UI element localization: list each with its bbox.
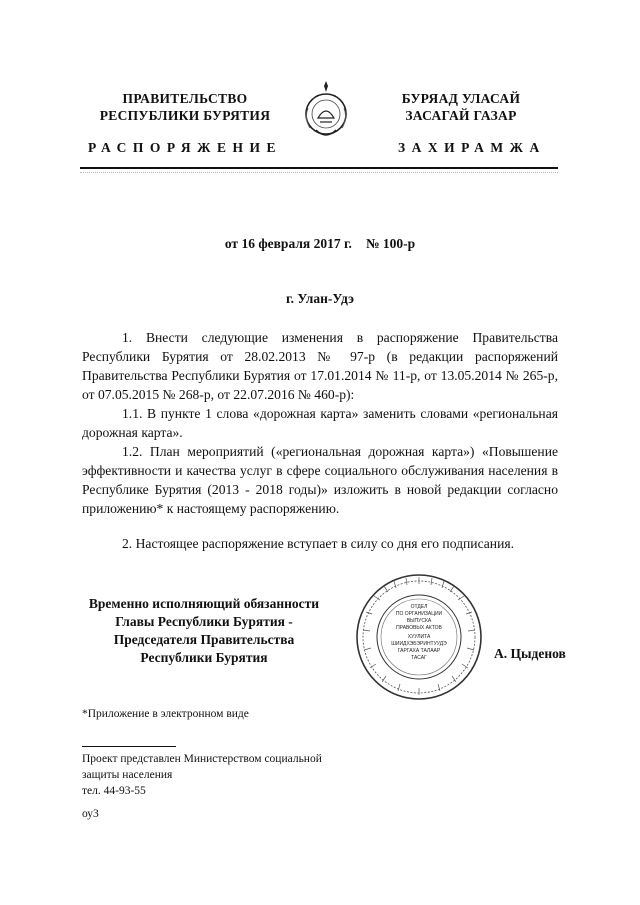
paragraph-1: 1. Внести следующие изменения в распоряжение Правительства Республики Бурятия от 28.02.2013 № 97-р (в редакции распоряжений Правительства Республики Бурятия от 17.01.2014 № 11-р, от 13.05.2014 № 265-р, от 07.05.2015 № 268-р, от 22.07.2016 № 460-р): bbox=[82, 330, 558, 402]
official-seal-stamp bbox=[354, 572, 484, 702]
header-right-block bbox=[388, 90, 534, 124]
document-body bbox=[82, 328, 558, 553]
footnote-divider bbox=[82, 746, 176, 747]
footnote-line3: тел. 44-93-55 bbox=[82, 785, 146, 797]
doc-type-left: РАСПОРЯЖЕНИЕ bbox=[88, 140, 283, 155]
paragraph-1-1: 1.1. В пункте 1 слова «дорожная карта» заменить словами «региональная дорожная карта». bbox=[82, 406, 558, 440]
header-dotted-divider bbox=[80, 172, 558, 173]
header-right-line2: ЗАСАГАЙ ГАЗАР bbox=[405, 108, 517, 123]
footnote-line2: защиты населения bbox=[82, 769, 173, 781]
signatory-name: А. Цыденов bbox=[494, 646, 566, 661]
header-right-line1: БУРЯАД УЛАСАЙ bbox=[401, 91, 521, 106]
signatory-title-line3: Председателя Правительства bbox=[113, 632, 295, 647]
signatory-title-line1: Временно исполняющий обязанности bbox=[88, 596, 320, 611]
doc-type-right: ЗАХИРАМЖА bbox=[398, 140, 546, 155]
header-left-line2: РЕСПУБЛИКИ БУРЯТИЯ bbox=[99, 108, 271, 123]
appendix-note: *Приложение в электронном виде bbox=[82, 708, 249, 720]
paragraph-1-2: 1.2. План мероприятий («региональная дорожная карта») «Повышение эффективности и качества услуг в сфере социального обслуживания населения в Республике Бурятия (2013 - 2018 годы)» изложить в новой редакции согласно приложению* к настоящему распоряжению. bbox=[82, 444, 558, 516]
header-left-block bbox=[96, 90, 274, 124]
signatory-title-line4: Республики Бурятия bbox=[140, 650, 268, 665]
city: г. Улан-Удэ bbox=[286, 291, 354, 306]
seal-line: ОТДЕЛ bbox=[410, 604, 428, 610]
signatory-title bbox=[70, 595, 338, 667]
document-number: № 100-р bbox=[365, 236, 416, 251]
seal-line: ГАРГАХА ТАЛААР bbox=[397, 648, 441, 654]
footnote bbox=[82, 751, 382, 799]
header-left-line1: ПРАВИТЕЛЬСТВО bbox=[122, 91, 248, 106]
document-code: оу3 bbox=[82, 808, 99, 820]
seal-line: ПРАВОВЫХ АКТОВ bbox=[396, 625, 442, 631]
seal-line: ХУУЛИТА bbox=[407, 634, 431, 640]
seal-line: ПО ОРГАНИЗАЦИИ bbox=[395, 611, 443, 617]
republic-emblem-icon bbox=[298, 78, 354, 148]
header-divider bbox=[80, 167, 558, 169]
seal-line: ВЫПУСКА bbox=[406, 618, 432, 624]
dateline bbox=[0, 236, 640, 252]
document-date: от 16 февраля 2017 г. bbox=[224, 236, 352, 251]
footnote-line1: Проект представлен Министерством социальной bbox=[82, 753, 322, 765]
seal-line: ШИИДХЭБЭРИНТУУДЭ bbox=[391, 641, 447, 647]
signatory-title-line2: Главы Республики Бурятия - bbox=[115, 614, 293, 629]
paragraph-2: 2. Настоящее распоряжение вступает в силу со дня его подписания. bbox=[122, 536, 515, 551]
seal-line: ТАСАГ bbox=[411, 655, 427, 661]
